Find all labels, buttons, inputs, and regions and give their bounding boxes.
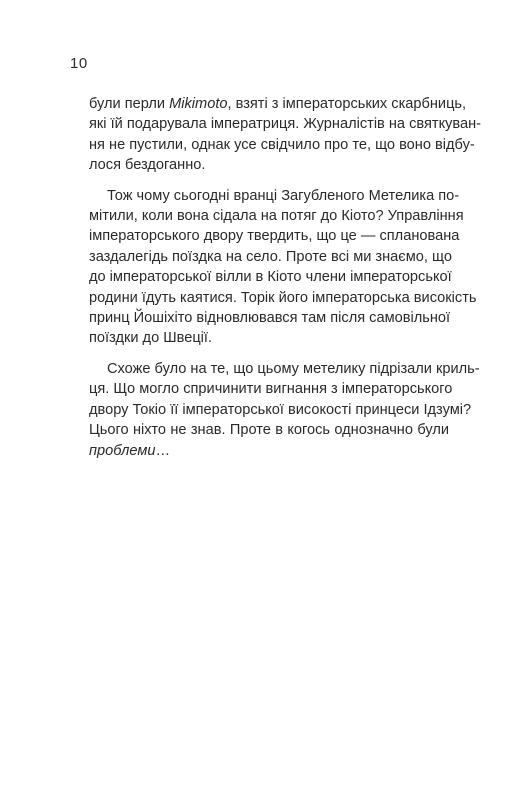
text-line: поїздки до Швеції. (89, 330, 213, 347)
paragraph-2 (89, 186, 477, 349)
text-line: імператорського двору твердить, що це — спланована (89, 228, 460, 245)
text-line: принц Йошіхіто відновлювався там після самовільної (89, 310, 451, 327)
text-line (89, 441, 449, 461)
text-line: двору Токіо її імператорської високості принцеси Ідзумі? (89, 401, 472, 418)
text-line: Схоже було на те, що цьому метелику підрізали криль- (107, 360, 480, 377)
ellipsis: … (155, 442, 171, 459)
italic-brand-name: Mikimoto (169, 96, 228, 112)
text-line: родини їдуть каятися. Торік його імператорська високість (89, 289, 477, 306)
italic-word: проблеми (89, 442, 156, 459)
text-line: Цього ніхто не знав. Проте в когось однозначно були (89, 422, 449, 439)
text-segment: , взяті з імператорських скарбниць, (227, 96, 467, 112)
paragraph-1 (89, 94, 482, 176)
body-text (89, 94, 482, 471)
paragraph-3 (89, 359, 480, 461)
text-line: лося бездоганно. (89, 157, 206, 174)
text-line: до імператорської вілли в Кіото члени імператорської (89, 269, 452, 286)
text-line: заздалегідь поїздка на село. Проте всі ми знаємо, що (89, 248, 452, 265)
text-line (89, 94, 467, 114)
text-line: які їй подарувала імператриця. Журналістів на святкуван- (89, 116, 482, 133)
text-line: ця. Що могло спричинити вигнання з імператорського (89, 381, 453, 398)
text-segment: були перли (89, 96, 170, 112)
page-number: 10 (70, 55, 88, 72)
text-line: Тож чому сьогодні вранці Загубленого Метелика по- (107, 187, 460, 204)
text-line: ня не пустили, однак усе свідчило про те, що воно відбу- (89, 136, 475, 153)
text-line: мітили, коли вона сідала на потяг до Кіото? Управління (89, 208, 464, 225)
